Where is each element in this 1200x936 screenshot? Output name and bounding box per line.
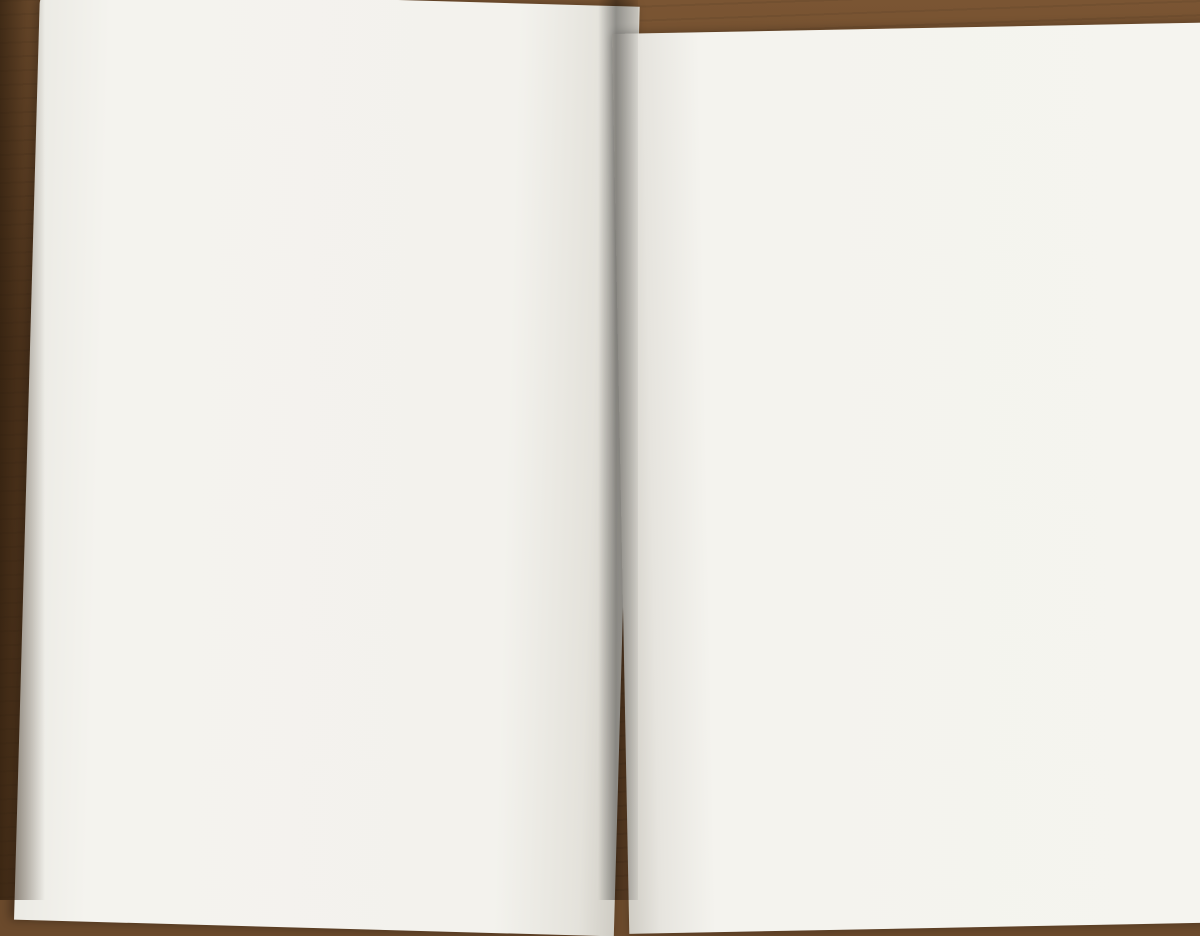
- right-page-text: [663, 77, 1163, 87]
